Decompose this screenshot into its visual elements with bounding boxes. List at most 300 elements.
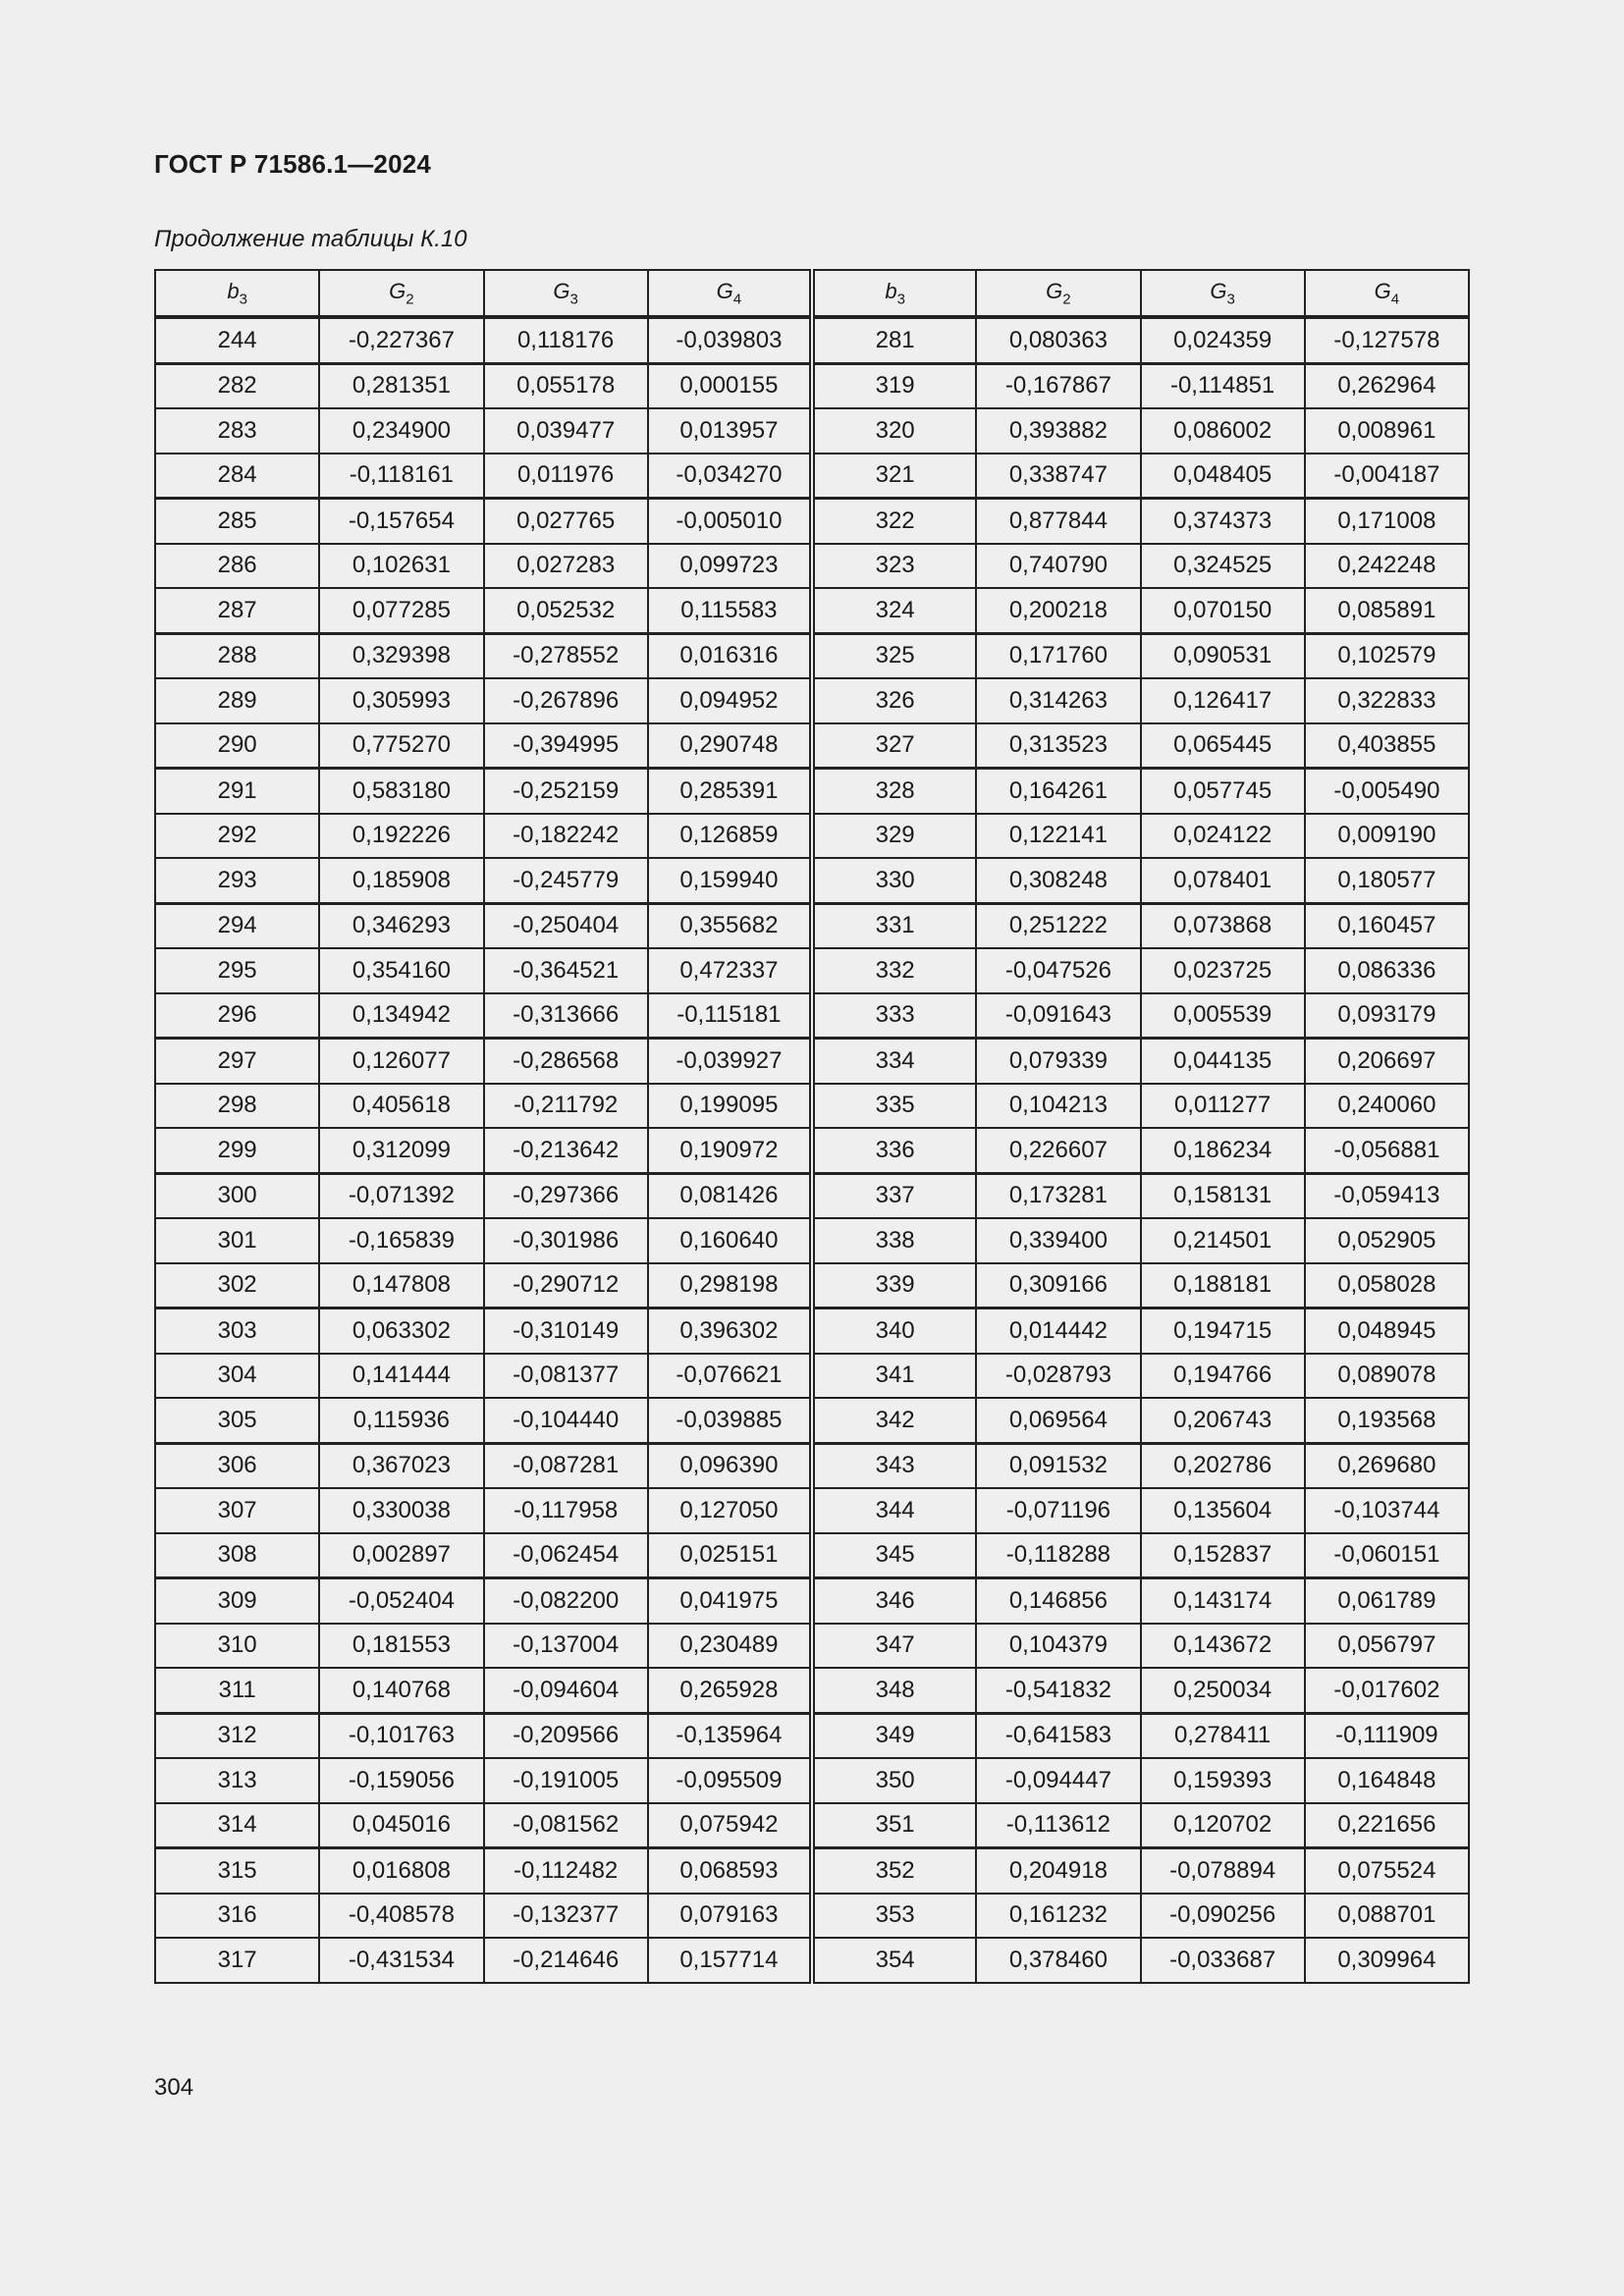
table-cell: 0,093179 xyxy=(1305,993,1469,1039)
table-cell: -0,060151 xyxy=(1305,1533,1469,1578)
table-cell: 0,322833 xyxy=(1305,678,1469,723)
table-cell: -0,541832 xyxy=(976,1668,1140,1713)
table-cell: 0,309166 xyxy=(976,1263,1140,1308)
table-cell: 0,079163 xyxy=(648,1894,812,1939)
table-cell: 0,171008 xyxy=(1305,499,1469,544)
table-row xyxy=(155,1173,1469,1218)
table-row xyxy=(155,1443,1469,1488)
table-cell: 0,157714 xyxy=(648,1938,812,1983)
table-cell: -0,052404 xyxy=(319,1578,483,1624)
table-cell: -0,394995 xyxy=(484,723,648,769)
table-row xyxy=(155,1039,1469,1084)
table-cell: 292 xyxy=(155,814,319,859)
table-cell: 0,052905 xyxy=(1305,1218,1469,1263)
table-cell: 312 xyxy=(155,1713,319,1758)
table-cell: 326 xyxy=(812,678,976,723)
table-cell: 289 xyxy=(155,678,319,723)
table-cell: -0,071196 xyxy=(976,1488,1140,1533)
table-cell: 293 xyxy=(155,858,319,903)
table-cell: 0,027283 xyxy=(484,544,648,589)
table-cell: 0,202786 xyxy=(1141,1443,1305,1488)
table-cell: 0,403855 xyxy=(1305,723,1469,769)
table-cell: 335 xyxy=(812,1084,976,1129)
table-cell: -0,250404 xyxy=(484,903,648,948)
table-cell: 315 xyxy=(155,1848,319,1894)
table-row xyxy=(155,1398,1469,1443)
table-cell: -0,103744 xyxy=(1305,1488,1469,1533)
table-cell: -0,227367 xyxy=(319,317,483,363)
table-cell: 286 xyxy=(155,544,319,589)
table-cell: 0,312099 xyxy=(319,1128,483,1173)
table-cell: -0,313666 xyxy=(484,993,648,1039)
table-cell: -0,364521 xyxy=(484,948,648,993)
column-header xyxy=(1305,270,1469,317)
table-cell: 337 xyxy=(812,1173,976,1218)
table-row xyxy=(155,1668,1469,1713)
table-cell: -0,165839 xyxy=(319,1218,483,1263)
table-cell: 244 xyxy=(155,317,319,363)
table-cell: 0,024359 xyxy=(1141,317,1305,363)
table-cell: 304 xyxy=(155,1354,319,1399)
table-cell: 0,199095 xyxy=(648,1084,812,1129)
table-cell: 0,159940 xyxy=(648,858,812,903)
table-cell: 0,309964 xyxy=(1305,1938,1469,1983)
table-cell: -0,071392 xyxy=(319,1173,483,1218)
table-cell: 295 xyxy=(155,948,319,993)
table-row xyxy=(155,1848,1469,1894)
table-cell: 0,014442 xyxy=(976,1308,1140,1354)
table-cell: 0,147808 xyxy=(319,1263,483,1308)
table-row xyxy=(155,1128,1469,1173)
table-cell: -0,252159 xyxy=(484,769,648,814)
table-cell: -0,214646 xyxy=(484,1938,648,1983)
table-cell: 313 xyxy=(155,1758,319,1803)
table-row xyxy=(155,1488,1469,1533)
column-header xyxy=(648,270,812,317)
table-cell: -0,081377 xyxy=(484,1354,648,1399)
table-cell: 296 xyxy=(155,993,319,1039)
table-cell: -0,213642 xyxy=(484,1128,648,1173)
table-cell: 0,214501 xyxy=(1141,1218,1305,1263)
table-cell: 0,250034 xyxy=(1141,1668,1305,1713)
table-row xyxy=(155,993,1469,1039)
table-cell: 0,088701 xyxy=(1305,1894,1469,1939)
table-cell: 300 xyxy=(155,1173,319,1218)
table-cell: 0,190972 xyxy=(648,1128,812,1173)
table-cell: 0,367023 xyxy=(319,1443,483,1488)
table-cell: -0,059413 xyxy=(1305,1173,1469,1218)
table-cell: 0,146856 xyxy=(976,1578,1140,1624)
table-cell: 0,158131 xyxy=(1141,1173,1305,1218)
table-cell: 0,242248 xyxy=(1305,544,1469,589)
table-cell: 0,058028 xyxy=(1305,1263,1469,1308)
table-row xyxy=(155,454,1469,499)
table-cell: 0,068593 xyxy=(648,1848,812,1894)
table-cell: 305 xyxy=(155,1398,319,1443)
column-header xyxy=(812,270,976,317)
table-cell: 308 xyxy=(155,1533,319,1578)
table-cell: 0,141444 xyxy=(319,1354,483,1399)
table-cell: 0,086002 xyxy=(1141,408,1305,454)
table-cell: 0,192226 xyxy=(319,814,483,859)
table-cell: 0,089078 xyxy=(1305,1354,1469,1399)
table-cell: 328 xyxy=(812,769,976,814)
column-header-subscript: 3 xyxy=(1226,291,1235,308)
table-cell: -0,094447 xyxy=(976,1758,1140,1803)
table-cell: -0,211792 xyxy=(484,1084,648,1129)
table-cell: -0,113612 xyxy=(976,1803,1140,1848)
table-cell: 294 xyxy=(155,903,319,948)
table-cell: 323 xyxy=(812,544,976,589)
table-cell: 0,057745 xyxy=(1141,769,1305,814)
table-cell: 331 xyxy=(812,903,976,948)
table-cell: 284 xyxy=(155,454,319,499)
column-header-subscript: 3 xyxy=(896,291,905,308)
table-cell: 0,393882 xyxy=(976,408,1140,454)
table-cell: 0,472337 xyxy=(648,948,812,993)
table-cell: -0,056881 xyxy=(1305,1128,1469,1173)
table-cell: 336 xyxy=(812,1128,976,1173)
table-cell: -0,132377 xyxy=(484,1894,648,1939)
table-cell: 0,065445 xyxy=(1141,723,1305,769)
table-cell: 0,000155 xyxy=(648,363,812,408)
table-row xyxy=(155,408,1469,454)
table-cell: 0,251222 xyxy=(976,903,1140,948)
table-cell: -0,114851 xyxy=(1141,363,1305,408)
table-cell: 341 xyxy=(812,1354,976,1399)
table-cell: 0,374373 xyxy=(1141,499,1305,544)
table-cell: -0,039885 xyxy=(648,1398,812,1443)
table-cell: 307 xyxy=(155,1488,319,1533)
table-cell: 349 xyxy=(812,1713,976,1758)
table-cell: 0,204918 xyxy=(976,1848,1140,1894)
table-cell: 0,278411 xyxy=(1141,1713,1305,1758)
table-cell: 0,008961 xyxy=(1305,408,1469,454)
table-cell: 0,025151 xyxy=(648,1533,812,1578)
table-cell: 282 xyxy=(155,363,319,408)
table-cell: -0,431534 xyxy=(319,1938,483,1983)
table-row xyxy=(155,1758,1469,1803)
table-cell: 0,052532 xyxy=(484,588,648,633)
table-cell: -0,127578 xyxy=(1305,317,1469,363)
table-cell: 0,305993 xyxy=(319,678,483,723)
table-cell: -0,111909 xyxy=(1305,1713,1469,1758)
table-cell: 0,104213 xyxy=(976,1084,1140,1129)
table-cell: 0,079339 xyxy=(976,1039,1140,1084)
table-cell: 0,094952 xyxy=(648,678,812,723)
table-cell: 0,081426 xyxy=(648,1173,812,1218)
table-row xyxy=(155,633,1469,678)
table-cell: 0,005539 xyxy=(1141,993,1305,1039)
table-cell: 0,055178 xyxy=(484,363,648,408)
table-cell: -0,005490 xyxy=(1305,769,1469,814)
table-cell: -0,090256 xyxy=(1141,1894,1305,1939)
table-cell: 0,044135 xyxy=(1141,1039,1305,1084)
table-row xyxy=(155,769,1469,814)
table-row xyxy=(155,317,1469,363)
table-cell: 297 xyxy=(155,1039,319,1084)
table-cell: -0,078894 xyxy=(1141,1848,1305,1894)
column-header-subscript: 2 xyxy=(406,291,414,308)
table-cell: 350 xyxy=(812,1758,976,1803)
table-cell: 0,188181 xyxy=(1141,1263,1305,1308)
table-cell: -0,297366 xyxy=(484,1173,648,1218)
column-header-symbol: G xyxy=(389,278,406,303)
table-cell: 0,338747 xyxy=(976,454,1140,499)
table-cell: 303 xyxy=(155,1308,319,1354)
column-header xyxy=(155,270,319,317)
table-cell: 0,009190 xyxy=(1305,814,1469,859)
table-cell: 302 xyxy=(155,1263,319,1308)
document-title: ГОСТ Р 71586.1—2024 xyxy=(154,149,432,179)
column-header-symbol: G xyxy=(1374,278,1391,303)
table-cell: 0,206697 xyxy=(1305,1039,1469,1084)
table-header-row xyxy=(155,270,1469,317)
table-cell: 0,281351 xyxy=(319,363,483,408)
table-cell: 0,230489 xyxy=(648,1624,812,1669)
table-cell: 339 xyxy=(812,1263,976,1308)
data-table xyxy=(154,269,1470,1984)
table-cell: 0,314263 xyxy=(976,678,1140,723)
table-cell: 0,070150 xyxy=(1141,588,1305,633)
table-cell: 0,298198 xyxy=(648,1263,812,1308)
table-cell: -0,301986 xyxy=(484,1218,648,1263)
table-cell: 0,160457 xyxy=(1305,903,1469,948)
table-cell: 310 xyxy=(155,1624,319,1669)
column-header-subscript: 3 xyxy=(239,291,247,308)
table-cell: 0,102579 xyxy=(1305,633,1469,678)
table-cell: 290 xyxy=(155,723,319,769)
table-cell: 291 xyxy=(155,769,319,814)
table-cell: -0,245779 xyxy=(484,858,648,903)
table-cell: 329 xyxy=(812,814,976,859)
table-cell: 0,161232 xyxy=(976,1894,1140,1939)
table-cell: 0,405618 xyxy=(319,1084,483,1129)
table-cell: 0,313523 xyxy=(976,723,1140,769)
table-cell: -0,310149 xyxy=(484,1308,648,1354)
table-cell: 281 xyxy=(812,317,976,363)
table-cell: 345 xyxy=(812,1533,976,1578)
column-header-symbol: G xyxy=(1210,278,1227,303)
table-cell: -0,408578 xyxy=(319,1894,483,1939)
column-header-symbol: G xyxy=(716,278,733,303)
column-header-subscript: 4 xyxy=(732,291,742,308)
table-cell: 0,096390 xyxy=(648,1443,812,1488)
table-cell: 0,152837 xyxy=(1141,1533,1305,1578)
table-row xyxy=(155,1354,1469,1399)
table-cell: -0,095509 xyxy=(648,1758,812,1803)
table-row xyxy=(155,903,1469,948)
table-cell: 0,269680 xyxy=(1305,1443,1469,1488)
table-row xyxy=(155,1263,1469,1308)
table-cell: 288 xyxy=(155,633,319,678)
table-cell: 283 xyxy=(155,408,319,454)
table-cell: 0,134942 xyxy=(319,993,483,1039)
table-cell: 0,143672 xyxy=(1141,1624,1305,1669)
table-cell: 0,090531 xyxy=(1141,633,1305,678)
table-cell: -0,118161 xyxy=(319,454,483,499)
table-row xyxy=(155,1803,1469,1848)
table-cell: -0,062454 xyxy=(484,1533,648,1578)
table-row xyxy=(155,1938,1469,1983)
table-cell: 0,048405 xyxy=(1141,454,1305,499)
table-cell: 0,206743 xyxy=(1141,1398,1305,1443)
table-cell: 0,063302 xyxy=(319,1308,483,1354)
table-cell: 0,234900 xyxy=(319,408,483,454)
table-cell: 0,069564 xyxy=(976,1398,1140,1443)
table-cell: -0,137004 xyxy=(484,1624,648,1669)
table-cell: 299 xyxy=(155,1128,319,1173)
table-cell: 0,086336 xyxy=(1305,948,1469,993)
table-cell: -0,286568 xyxy=(484,1039,648,1084)
table-cell: -0,157654 xyxy=(319,499,483,544)
table-cell: 0,011976 xyxy=(484,454,648,499)
table-cell: 0,186234 xyxy=(1141,1128,1305,1173)
table-cell: 343 xyxy=(812,1443,976,1488)
table-cell: 0,200218 xyxy=(976,588,1140,633)
table-cell: 0,265928 xyxy=(648,1668,812,1713)
table-cell: -0,017602 xyxy=(1305,1668,1469,1713)
table-cell: 0,159393 xyxy=(1141,1758,1305,1803)
table-row xyxy=(155,1578,1469,1624)
table-cell: -0,104440 xyxy=(484,1398,648,1443)
table-cell: 314 xyxy=(155,1803,319,1848)
column-header-symbol: b xyxy=(227,278,240,303)
column-header-subscript: 2 xyxy=(1062,291,1071,308)
table-cell: -0,039927 xyxy=(648,1039,812,1084)
table-cell: 0,075942 xyxy=(648,1803,812,1848)
table-cell: -0,167867 xyxy=(976,363,1140,408)
table-cell: 0,115583 xyxy=(648,588,812,633)
table-cell: 0,290748 xyxy=(648,723,812,769)
table-caption: Продолжение таблицы К.10 xyxy=(154,226,467,252)
table-cell: 0,354160 xyxy=(319,948,483,993)
table-cell: -0,209566 xyxy=(484,1713,648,1758)
table-cell: 0,126417 xyxy=(1141,678,1305,723)
table-cell: 0,164261 xyxy=(976,769,1140,814)
table-cell: 0,877844 xyxy=(976,499,1140,544)
table-cell: -0,082200 xyxy=(484,1578,648,1624)
table-cell: 0,048945 xyxy=(1305,1308,1469,1354)
table-cell: 0,193568 xyxy=(1305,1398,1469,1443)
table-row xyxy=(155,588,1469,633)
table-cell: -0,118288 xyxy=(976,1533,1140,1578)
table-cell: -0,039803 xyxy=(648,317,812,363)
table-cell: 0,023725 xyxy=(1141,948,1305,993)
table-row xyxy=(155,1218,1469,1263)
table-cell: 0,181553 xyxy=(319,1624,483,1669)
table-cell: 346 xyxy=(812,1578,976,1624)
table-row xyxy=(155,544,1469,589)
table-cell: 0,002897 xyxy=(319,1533,483,1578)
table-cell: -0,076621 xyxy=(648,1354,812,1399)
table-cell: 0,346293 xyxy=(319,903,483,948)
table-cell: -0,191005 xyxy=(484,1758,648,1803)
table-cell: 348 xyxy=(812,1668,976,1713)
table-cell: -0,182242 xyxy=(484,814,648,859)
table-cell: 0,324525 xyxy=(1141,544,1305,589)
table-cell: 0,102631 xyxy=(319,544,483,589)
table-row xyxy=(155,1084,1469,1129)
table-row xyxy=(155,1713,1469,1758)
table-cell: 325 xyxy=(812,633,976,678)
table-cell: 0,173281 xyxy=(976,1173,1140,1218)
table-cell: 311 xyxy=(155,1668,319,1713)
column-header xyxy=(484,270,648,317)
table-cell: 287 xyxy=(155,588,319,633)
table-cell: -0,034270 xyxy=(648,454,812,499)
table-cell: 0,143174 xyxy=(1141,1578,1305,1624)
table-cell: 324 xyxy=(812,588,976,633)
column-header-symbol: G xyxy=(1046,278,1063,303)
table-cell: 0,355682 xyxy=(648,903,812,948)
table-cell: 353 xyxy=(812,1894,976,1939)
table-cell: 0,339400 xyxy=(976,1218,1140,1263)
table-cell: 347 xyxy=(812,1624,976,1669)
table-cell: 0,135604 xyxy=(1141,1488,1305,1533)
table-cell: 327 xyxy=(812,723,976,769)
table-row xyxy=(155,1894,1469,1939)
column-header xyxy=(319,270,483,317)
table-cell: 334 xyxy=(812,1039,976,1084)
table-cell: 0,115936 xyxy=(319,1398,483,1443)
table-row xyxy=(155,814,1469,859)
table-cell: -0,135964 xyxy=(648,1713,812,1758)
table-cell: 0,226607 xyxy=(976,1128,1140,1173)
table-cell: 0,308248 xyxy=(976,858,1140,903)
table-cell: 0,185908 xyxy=(319,858,483,903)
table-cell: 340 xyxy=(812,1308,976,1354)
table-cell: 319 xyxy=(812,363,976,408)
table-cell: 0,378460 xyxy=(976,1938,1140,1983)
table-cell: 0,013957 xyxy=(648,408,812,454)
table-cell: 0,775270 xyxy=(319,723,483,769)
table-cell: 342 xyxy=(812,1398,976,1443)
table-cell: 0,027765 xyxy=(484,499,648,544)
table-cell: 0,075524 xyxy=(1305,1848,1469,1894)
table-cell: -0,033687 xyxy=(1141,1938,1305,1983)
table-cell: 0,099723 xyxy=(648,544,812,589)
table-cell: -0,278552 xyxy=(484,633,648,678)
table-cell: 0,016808 xyxy=(319,1848,483,1894)
table-cell: 351 xyxy=(812,1803,976,1848)
table-cell: -0,115181 xyxy=(648,993,812,1039)
column-header-symbol: b xyxy=(885,278,897,303)
table-cell: 0,077285 xyxy=(319,588,483,633)
table-cell: -0,290712 xyxy=(484,1263,648,1308)
table-row xyxy=(155,723,1469,769)
column-header xyxy=(976,270,1140,317)
table-cell: -0,047526 xyxy=(976,948,1140,993)
table-cell: 0,091532 xyxy=(976,1443,1140,1488)
table-cell: -0,094604 xyxy=(484,1668,648,1713)
table-body xyxy=(155,317,1469,1983)
table-cell: -0,004187 xyxy=(1305,454,1469,499)
table-cell: -0,028793 xyxy=(976,1354,1140,1399)
table-cell: 0,285391 xyxy=(648,769,812,814)
table-cell: -0,159056 xyxy=(319,1758,483,1803)
table-cell: 0,039477 xyxy=(484,408,648,454)
table-cell: 0,160640 xyxy=(648,1218,812,1263)
table-cell: 0,122141 xyxy=(976,814,1140,859)
table-cell: 0,262964 xyxy=(1305,363,1469,408)
table-cell: 0,085891 xyxy=(1305,588,1469,633)
table-cell: 0,056797 xyxy=(1305,1624,1469,1669)
table-cell: 0,396302 xyxy=(648,1308,812,1354)
table-cell: 0,194766 xyxy=(1141,1354,1305,1399)
table-cell: 0,329398 xyxy=(319,633,483,678)
table-cell: -0,117958 xyxy=(484,1488,648,1533)
